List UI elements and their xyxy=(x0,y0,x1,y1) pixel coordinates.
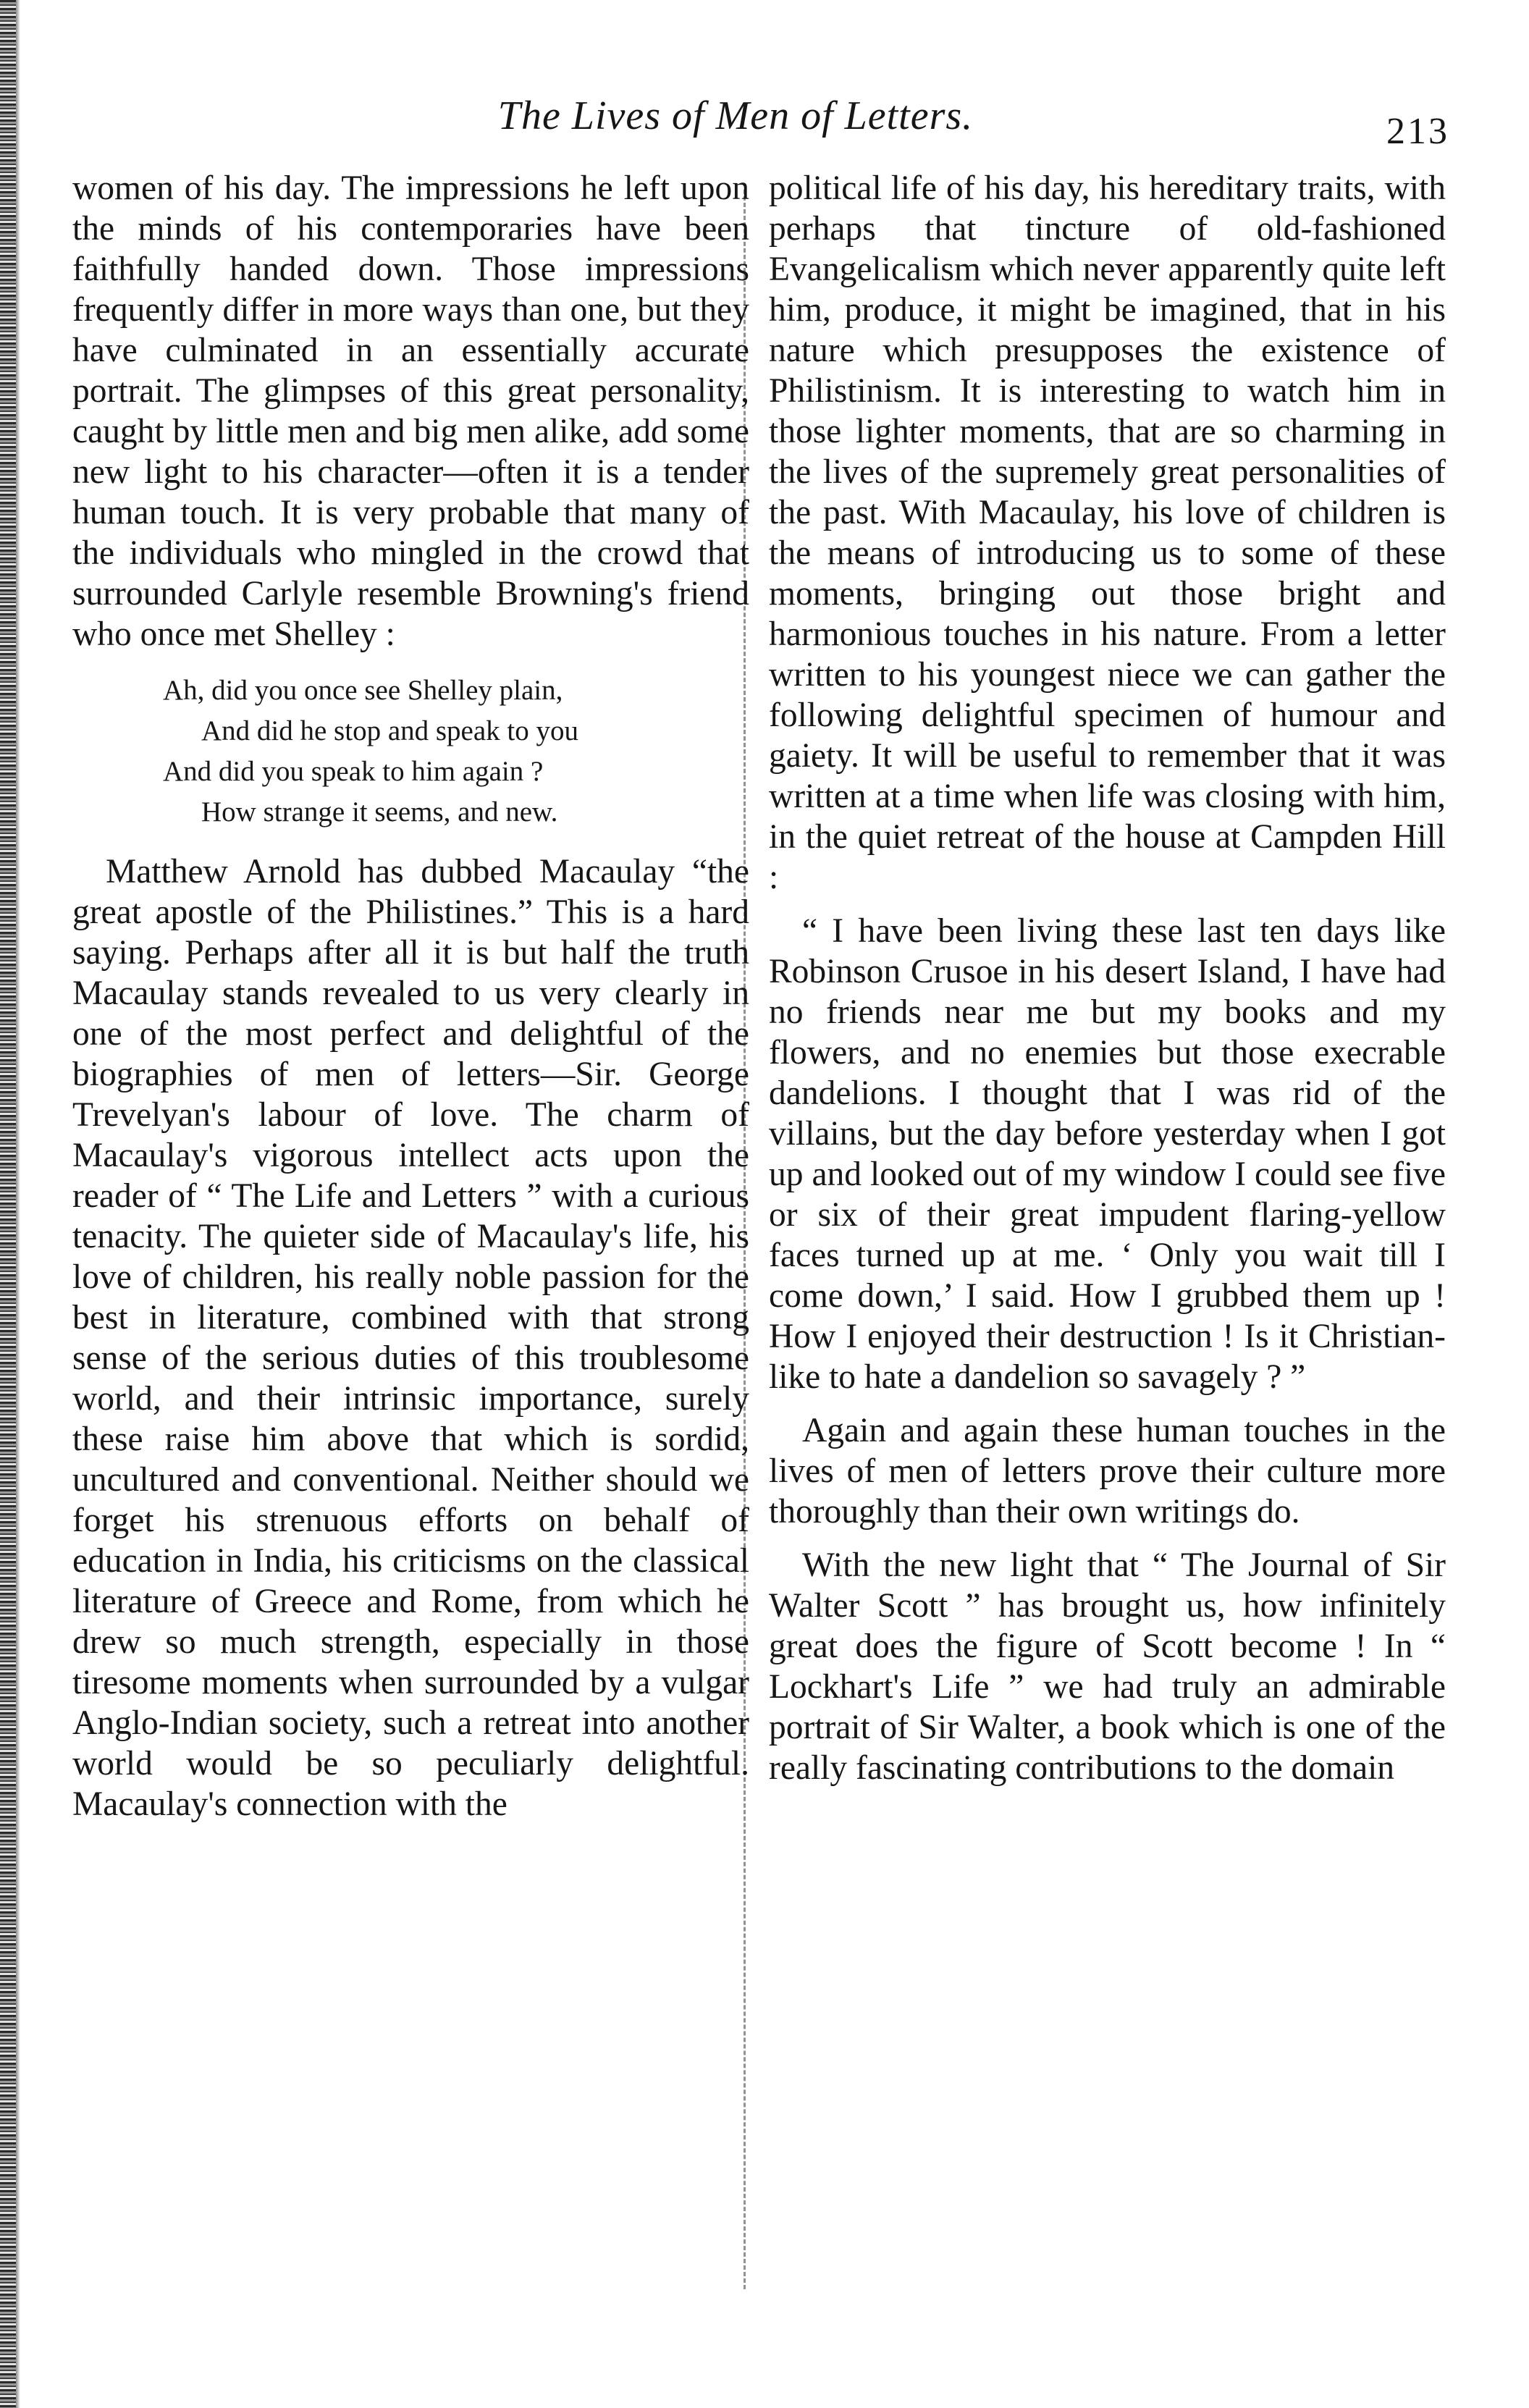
verse-line: How strange it seems, and new. xyxy=(201,796,558,828)
paragraph-human-touches: Again and again these human touches in the lives of men of letters prove their culture more thoroughly than their own writings do. xyxy=(769,1412,1446,1531)
left-column xyxy=(72,168,749,1824)
right-column xyxy=(769,168,1446,1788)
paragraph-continuation: women of his day. The impressions he left upon the minds of his contemporaries have been faithfully handed down. Those impressions frequently differ in more ways than one, but they have culminated in an essentially accurate portrait. The glimpses of this great personality, caught by little men and big men alike, add some new light to his character—often it is a tender human touch. It is very probable that many of the individuals who mingled in the crowd that surrounded Carlyle resemble Browning's friend who once met Shelley : xyxy=(72,169,749,653)
paragraph-macaulay: Matthew Arnold has dubbed Macaulay “the great apostle of the Philistines.” This is a hard saying. Perhaps after all it is but half the truth Macaulay stands revealed to us very clearly in one of the most perfect and delightful of the biographies of men of letters—Sir. George Trevelyan's labour of love. The charm of Macaulay's vigorous intellect acts upon the reader of “ The Life and Letters ” with a curious tenacity. The quieter side of Macaulay's life, his love of children, his really noble passion for the best in literature, combined with that strong sense of the serious duties of this troublesome world, and their intrinsic importance, surely these raise him above that which is sordid, uncultured and conventional. Neither should we forget his strenuous efforts on behalf of education in India, his criticisms on the classical literature of Greece and Rome, from which he drew so much strength, especially in those tiresome moments when surrounded by a vulgar Anglo-Indian society, such a retreat into another world would be so peculiarly delightful. Macaulay's connection with the xyxy=(72,853,749,1823)
verse-line: Ah, did you once see Shelley plain, xyxy=(163,675,563,706)
running-title: The Lives of Men of Letters. xyxy=(497,93,974,138)
page-number: 213 xyxy=(1386,111,1449,152)
page-binding-edge xyxy=(0,0,16,2408)
verse-line: And did you speak to him again ? xyxy=(163,756,544,787)
verse-quotation xyxy=(72,670,749,833)
quoted-letter: “ I have been living these last ten days like Robinson Crusoe in his desert Island, I have had no friends near me but my books and my flowers, and no enemies but those execrable dandelions. I thought that I was rid of the villains, but the day before yesterday when I got up and looked out of my window I could see five or six of their great impudent flaring-yellow faces turned up at me. ‘ Only you wait till I come down,’ I said. How I grubbed them up ! How I enjoyed their destruction ! Is it Christian-like to hate a dandelion so savagely ? ” xyxy=(769,912,1446,1396)
paragraph-continuation: political life of his day, his hereditary traits, with perhaps that tincture of old-fashioned Evangelicalism which never apparently quite left him, produce, it might be imagined, that in his nature which presupposes the existence of Philistinism. It is interesting to watch him in those lighter moments, that are so charming in the lives of the supremely great personalities of the past. With Macaulay, his love of children is the means of introducing us to some of these moments, bringing out those bright and harmonious touches in his nature. From a letter written to his youngest niece we can gather the following delightful specimen of humour and gaiety. It will be useful to remember that it was written at a time when life was closing with him, in the quiet retreat of the house at Campden Hill : xyxy=(769,169,1446,896)
paragraph-walter-scott: With the new light that “ The Journal of Sir Walter Scott ” has brought us, how infinitely great does the figure of Scott become ! In “ Lockhart's Life ” we had truly an admirable portrait of Sir Walter, a book which is one of the really fascinating contributions to the domain xyxy=(769,1546,1446,1787)
verse-line: And did he stop and speak to you xyxy=(201,715,579,746)
